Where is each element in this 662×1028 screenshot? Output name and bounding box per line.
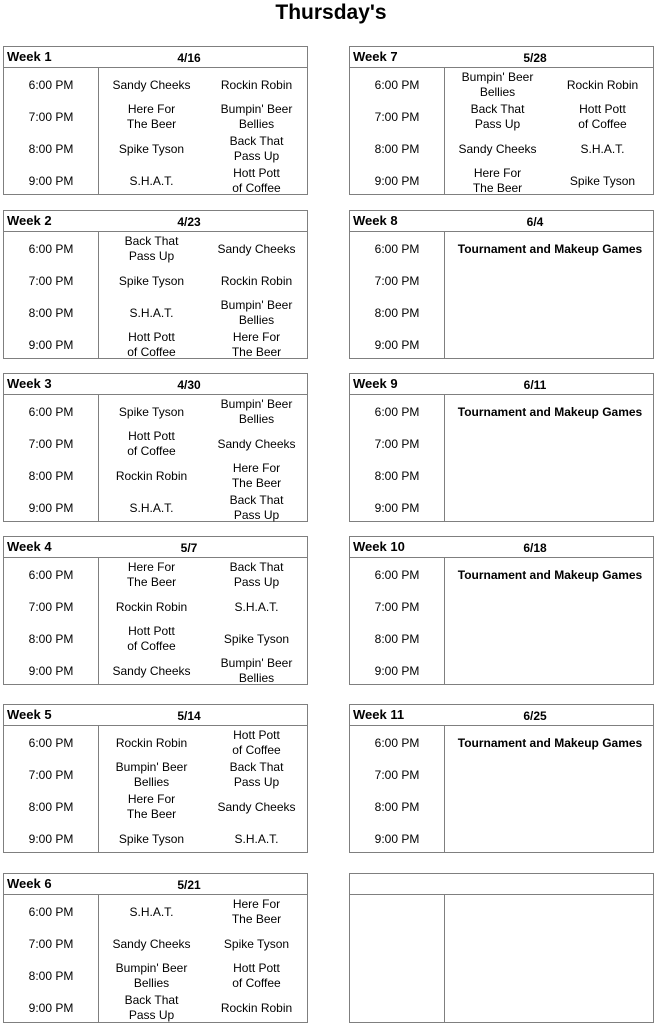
week-label: Week 3 — [7, 376, 52, 391]
team-home-cell: Spike Tyson — [118, 141, 185, 156]
time-cell: 6:00 PM — [28, 241, 74, 256]
week-label: Week 5 — [7, 707, 52, 722]
time-slot-row — [350, 265, 653, 297]
week-header — [4, 374, 307, 395]
time-slot-row — [350, 396, 653, 428]
team-home-cell: Spike Tyson — [118, 404, 185, 419]
time-slot-row — [4, 492, 307, 524]
team-home-cell: S.H.A.T. — [129, 305, 174, 320]
team-away-cell: Back That Pass Up — [229, 760, 284, 789]
time-slot-row — [350, 133, 653, 165]
week-block — [349, 704, 654, 853]
time-slot-row — [350, 101, 653, 133]
week-label: Week 11 — [353, 707, 405, 722]
time-cell: 7:00 PM — [28, 109, 74, 124]
team-away-cell: Back That Pass Up — [229, 560, 284, 589]
time-cell: 7:00 PM — [374, 109, 420, 124]
week-date — [470, 875, 600, 895]
time-slot-row — [4, 992, 307, 1024]
week-block — [349, 210, 654, 359]
team-away-cell: Bumpin' Beer Bellies — [220, 397, 293, 426]
time-slot-row — [350, 791, 653, 823]
team-home-cell: Here For The Beer — [126, 792, 177, 821]
time-slot-row — [4, 727, 307, 759]
team-away-cell: Sandy Cheeks — [217, 799, 296, 814]
team-away-cell: Here For The Beer — [231, 897, 282, 926]
page-title: Thursday's — [275, 1, 387, 24]
team-away-cell: Spike Tyson — [223, 631, 290, 646]
team-home-cell: Back That Pass Up — [124, 234, 179, 263]
time-slot-row — [350, 992, 653, 1024]
week-block — [3, 536, 308, 685]
team-home-cell: S.H.A.T. — [129, 904, 174, 919]
team-home-cell: Bumpin' Beer Bellies — [115, 760, 188, 789]
week-date: 5/7 — [180, 541, 198, 555]
time-slot-row — [4, 329, 307, 361]
time-slot-row — [350, 297, 653, 329]
time-slot-row — [4, 759, 307, 791]
team-home-cell: Hott Pott of Coffee — [127, 330, 176, 359]
team-home-cell: Spike Tyson — [118, 273, 185, 288]
time-cell — [350, 992, 444, 1024]
time-cell: 6:00 PM — [28, 404, 74, 419]
tournament-note: Tournament and Makeup Games — [457, 404, 643, 419]
time-slot-row — [4, 69, 307, 101]
team-away-cell: Sandy Cheeks — [217, 436, 296, 451]
week-label: Week 8 — [353, 213, 398, 228]
time-slot-row — [4, 655, 307, 687]
time-cell: 6:00 PM — [374, 241, 420, 256]
week-date: 6/25 — [523, 709, 547, 723]
team-away-cell: Back That Pass Up — [229, 493, 284, 522]
time-slot-row — [4, 559, 307, 591]
time-slot-row — [350, 591, 653, 623]
team-away-cell: Hott Pott of Coffee — [232, 961, 281, 990]
time-cell: 9:00 PM — [374, 831, 420, 846]
time-slot-row — [350, 727, 653, 759]
team-home-cell: Rockin Robin — [115, 599, 188, 614]
team-away-cell: Spike Tyson — [569, 173, 636, 188]
time-slot-row — [4, 101, 307, 133]
team-home-cell: Rockin Robin — [115, 468, 188, 483]
time-slot-row — [4, 928, 307, 960]
week-label: Week 6 — [7, 876, 52, 891]
week-block — [3, 373, 308, 522]
time-cell: 8:00 PM — [374, 141, 420, 156]
week-date: 6/11 — [523, 378, 547, 392]
time-slot-row — [350, 233, 653, 265]
time-cell: 6:00 PM — [28, 77, 74, 92]
week-header — [4, 874, 307, 895]
team-home-cell: Bumpin' Beer Bellies — [461, 70, 534, 99]
week-header — [350, 537, 653, 558]
time-cell: 6:00 PM — [28, 904, 74, 919]
week-label: Week 9 — [353, 376, 398, 391]
week-header — [350, 211, 653, 232]
time-slot-row — [4, 428, 307, 460]
time-cell: 9:00 PM — [28, 663, 74, 678]
time-slot-row — [350, 896, 653, 928]
time-cell: 6:00 PM — [374, 404, 420, 419]
team-away-cell: Hott Pott of Coffee — [232, 166, 281, 195]
time-cell: 7:00 PM — [374, 599, 420, 614]
time-slot-row — [350, 928, 653, 960]
time-cell: 7:00 PM — [28, 936, 74, 951]
time-cell: 7:00 PM — [28, 767, 74, 782]
week-date: 4/30 — [177, 378, 201, 392]
week-block — [349, 873, 654, 1023]
team-home-cell: Spike Tyson — [118, 831, 185, 846]
week-label: Week 10 — [353, 539, 405, 554]
time-cell: 9:00 PM — [28, 337, 74, 352]
time-slot-row — [4, 233, 307, 265]
time-slot-row — [350, 759, 653, 791]
time-slot-row — [350, 559, 653, 591]
team-away-cell: Bumpin' Beer Bellies — [220, 298, 293, 327]
week-label: Week 7 — [353, 49, 398, 64]
time-cell: 7:00 PM — [28, 599, 74, 614]
time-slot-row — [4, 591, 307, 623]
time-cell: 9:00 PM — [28, 831, 74, 846]
time-cell: 8:00 PM — [28, 799, 74, 814]
team-away-cell: Rockin Robin — [566, 77, 639, 92]
time-cell: 8:00 PM — [28, 305, 74, 320]
week-label: Week 1 — [7, 49, 52, 64]
time-slot-row — [350, 460, 653, 492]
time-slot-row — [350, 623, 653, 655]
time-cell: 8:00 PM — [374, 799, 420, 814]
week-date: 6/18 — [523, 541, 547, 555]
week-date: 4/23 — [177, 215, 201, 229]
time-slot-row — [4, 960, 307, 992]
team-home-cell: Back That Pass Up — [470, 102, 525, 131]
time-cell: 8:00 PM — [28, 141, 74, 156]
time-cell — [350, 960, 444, 992]
time-cell: 9:00 PM — [28, 1000, 74, 1015]
time-slot-row — [350, 329, 653, 361]
time-slot-row — [350, 69, 653, 101]
week-date: 5/14 — [177, 709, 201, 723]
time-cell: 6:00 PM — [374, 567, 420, 582]
time-cell: 6:00 PM — [28, 567, 74, 582]
week-block — [3, 873, 308, 1023]
week-label: Week 2 — [7, 213, 52, 228]
team-away-cell: Bumpin' Beer Bellies — [220, 102, 293, 131]
team-away-cell: Sandy Cheeks — [217, 241, 296, 256]
team-away-cell: Bumpin' Beer Bellies — [220, 656, 293, 685]
team-home-cell: Sandy Cheeks — [112, 663, 191, 678]
time-cell: 9:00 PM — [28, 173, 74, 188]
team-away-cell: Here For The Beer — [231, 330, 282, 359]
time-slot-row — [4, 823, 307, 855]
team-away-cell: S.H.A.T. — [234, 831, 279, 846]
team-away-cell: S.H.A.T. — [580, 141, 625, 156]
week-date: 6/4 — [526, 215, 544, 229]
time-cell: 6:00 PM — [374, 735, 420, 750]
week-block — [349, 46, 654, 195]
week-header — [350, 47, 653, 68]
team-away-cell: S.H.A.T. — [234, 599, 279, 614]
time-slot-row — [350, 823, 653, 855]
team-away-cell: Hott Pott of Coffee — [578, 102, 627, 131]
time-slot-row — [350, 165, 653, 197]
week-header — [350, 705, 653, 726]
time-cell: 7:00 PM — [374, 436, 420, 451]
time-cell: 6:00 PM — [374, 77, 420, 92]
time-slot-row — [4, 623, 307, 655]
week-date: 5/28 — [523, 51, 547, 65]
time-cell: 9:00 PM — [374, 337, 420, 352]
team-home-cell: Here For The Beer — [126, 560, 177, 589]
time-cell: 8:00 PM — [374, 468, 420, 483]
week-header — [350, 374, 653, 395]
time-cell: 8:00 PM — [374, 305, 420, 320]
time-cell: 8:00 PM — [28, 631, 74, 646]
team-home-cell: S.H.A.T. — [129, 173, 174, 188]
time-cell — [350, 928, 444, 960]
week-block — [3, 46, 308, 195]
time-slot-row — [4, 297, 307, 329]
time-cell: 7:00 PM — [374, 273, 420, 288]
time-cell: 8:00 PM — [28, 468, 74, 483]
week-block — [3, 704, 308, 853]
time-cell: 6:00 PM — [28, 735, 74, 750]
team-home-cell: Here For The Beer — [126, 102, 177, 131]
team-home-cell: Here For The Beer — [472, 166, 523, 195]
week-label: Week 4 — [7, 539, 52, 554]
week-block — [349, 536, 654, 685]
week-header — [4, 47, 307, 68]
team-home-cell: Rockin Robin — [115, 735, 188, 750]
time-slot-row — [4, 165, 307, 197]
week-header — [4, 537, 307, 558]
time-slot-row — [4, 265, 307, 297]
tournament-note: Tournament and Makeup Games — [457, 241, 643, 256]
time-cell: 9:00 PM — [374, 500, 420, 515]
time-cell: 9:00 PM — [28, 500, 74, 515]
time-cell: 7:00 PM — [28, 273, 74, 288]
team-away-cell: Here For The Beer — [231, 461, 282, 490]
time-cell: 7:00 PM — [28, 436, 74, 451]
time-slot-row — [350, 960, 653, 992]
time-slot-row — [4, 396, 307, 428]
team-home-cell: Hott Pott of Coffee — [127, 429, 176, 458]
team-away-cell: Back That Pass Up — [229, 134, 284, 163]
team-home-cell: Hott Pott of Coffee — [127, 624, 176, 653]
time-slot-row — [350, 492, 653, 524]
team-away-cell: Rockin Robin — [220, 77, 293, 92]
team-home-cell: Sandy Cheeks — [458, 141, 537, 156]
team-away-cell: Hott Pott of Coffee — [232, 728, 281, 757]
week-date: 5/21 — [177, 878, 201, 892]
time-cell: 8:00 PM — [374, 631, 420, 646]
time-cell: 9:00 PM — [374, 663, 420, 678]
week-block — [3, 210, 308, 359]
week-block — [349, 373, 654, 522]
time-slot-row — [350, 655, 653, 687]
tournament-note: Tournament and Makeup Games — [457, 735, 643, 750]
week-header — [4, 211, 307, 232]
team-away-cell: Spike Tyson — [223, 936, 290, 951]
team-home-cell: Sandy Cheeks — [112, 936, 191, 951]
tournament-note: Tournament and Makeup Games — [457, 567, 643, 582]
time-cell — [350, 896, 444, 928]
team-home-cell: Bumpin' Beer Bellies — [115, 961, 188, 990]
time-slot-row — [4, 896, 307, 928]
time-cell: 8:00 PM — [28, 968, 74, 983]
time-slot-row — [350, 428, 653, 460]
week-date: 4/16 — [177, 51, 201, 65]
time-cell: 7:00 PM — [374, 767, 420, 782]
week-header — [4, 705, 307, 726]
time-slot-row — [4, 791, 307, 823]
team-away-cell: Rockin Robin — [220, 273, 293, 288]
team-home-cell: Sandy Cheeks — [112, 77, 191, 92]
time-cell: 9:00 PM — [374, 173, 420, 188]
team-home-cell: Back That Pass Up — [124, 993, 179, 1022]
time-slot-row — [4, 133, 307, 165]
time-slot-row — [4, 460, 307, 492]
week-header — [350, 874, 653, 895]
team-away-cell: Rockin Robin — [220, 1000, 293, 1015]
team-home-cell: S.H.A.T. — [129, 500, 174, 515]
